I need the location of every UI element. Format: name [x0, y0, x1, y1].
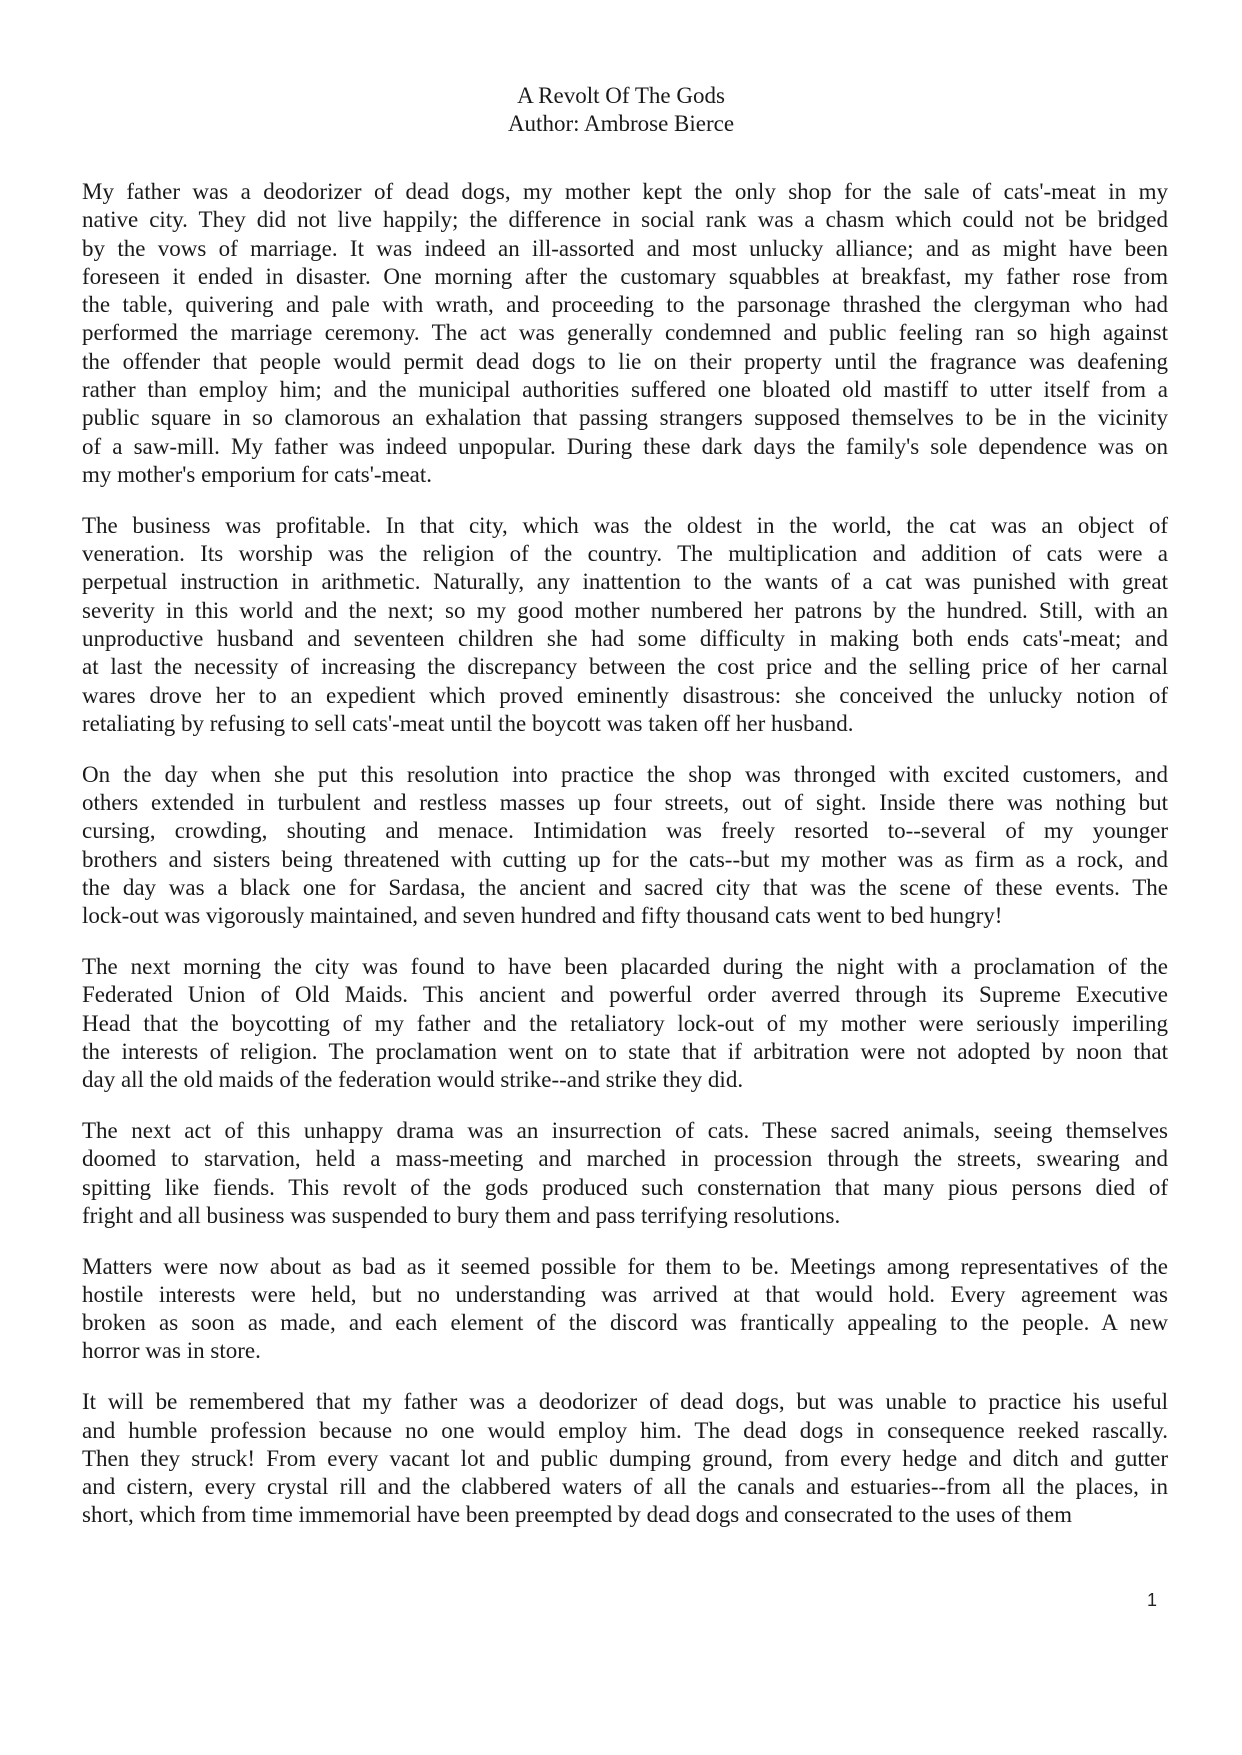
paragraph-line: the table, quivering and pale with wrath, and proceeding to the parsonage thrashed the clergyman who had [82, 292, 1168, 318]
paragraph-line: my mother's emporium for cats'-meat. [82, 461, 432, 487]
paragraph-line: wares drove her to an expedient which proved eminently disastrous: she conceived the unlucky notion of [82, 682, 1168, 708]
paragraph-line: unproductive husband and seventeen children she had some difficulty in making both ends cats'-meat; and [82, 625, 1168, 651]
paragraph-line: the offender that people would permit dead dogs to lie on their property until the fragrance was deafening [82, 348, 1168, 374]
paragraph [82, 178, 1168, 489]
paragraph [82, 1117, 1168, 1230]
paragraph [82, 1388, 1168, 1529]
document-header [0, 82, 1242, 138]
paragraph-line: The business was profitable. In that city, which was the oldest in the world, the cat was an object of [82, 512, 1168, 538]
paragraph [82, 1253, 1168, 1366]
page-number: 1 [1147, 1590, 1158, 1610]
paragraph [82, 512, 1168, 738]
paragraph-line: retaliating by refusing to sell cats'-meat until the boycott was taken off her husband. [82, 710, 854, 736]
paragraph-line: doomed to starvation, held a mass-meeting and marched in procession through the streets, swearing and [82, 1146, 1168, 1172]
paragraph-line: and humble profession because no one would employ him. The dead dogs in consequence reeked rascally. [82, 1417, 1168, 1443]
paragraph [82, 953, 1168, 1094]
paragraph-line: The next act of this unhappy drama was an insurrection of cats. These sacred animals, seeing themselves [82, 1117, 1168, 1143]
document-body [82, 178, 1168, 1552]
paragraph-line: fright and all business was suspended to bury them and pass terrifying resolutions. [82, 1202, 841, 1228]
paragraph-line: spitting like fiends. This revolt of the gods produced such consternation that many pious persons died of [82, 1174, 1168, 1200]
paragraph-line: broken as soon as made, and each element of the discord was frantically appealing to the people. A new [82, 1310, 1168, 1336]
paragraph-line: Head that the boycotting of my father and the retaliatory lock-out of my mother were seriously imperiling [82, 1010, 1168, 1036]
paragraph-line: at last the necessity of increasing the discrepancy between the cost price and the selling price of her carnal [82, 654, 1168, 680]
paragraph-line: My father was a deodorizer of dead dogs, my mother kept the only shop for the sale of cats'-meat in my [82, 179, 1168, 204]
paragraph-line: performed the marriage ceremony. The act was generally condemned and public feeling ran so high against [82, 320, 1168, 346]
paragraph-line: severity in this world and the next; so my good mother numbered her patrons by the hundred. Still, with an [82, 597, 1168, 623]
paragraph-line: native city. They did not live happily; the difference in social rank was a chasm which could not be bridged [82, 207, 1168, 233]
paragraph-line: brothers and sisters being threatened with cutting up for the cats--but my mother was as firm as a rock, and [82, 846, 1168, 872]
paragraph-line: by the vows of marriage. It was indeed an ill-assorted and most unlucky alliance; and as might have been [82, 235, 1168, 261]
paragraph-line: hostile interests were held, but no understanding was arrived at that would hold. Every agreement was [82, 1281, 1168, 1307]
paragraph-line: veneration. Its worship was the religion of the country. The multiplication and addition of cats were a [82, 541, 1168, 567]
paragraph-line: of a saw-mill. My father was indeed unpopular. During these dark days the family's sole dependence was on [82, 433, 1168, 459]
paragraph-line: the interests of religion. The proclamation went on to state that if arbitration were not adopted by noon that [82, 1038, 1168, 1064]
paragraph-line: Then they struck! From every vacant lot and public dumping ground, from every hedge and ditch and gutter [82, 1445, 1168, 1471]
paragraph-line: the day was a black one for Sardasa, the ancient and sacred city that was the scene of these events. The [82, 874, 1168, 900]
paragraph-line: lock-out was vigorously maintained, and seven hundred and fifty thousand cats went to bed hungry! [82, 903, 1003, 929]
paragraph-line: short, which from time immemorial have been preempted by dead dogs and consecrated to the uses of them [82, 1502, 1072, 1528]
paragraph-line: horror was in store. [82, 1338, 261, 1364]
paragraph-line: On the day when she put this resolution into practice the shop was thronged with excited customers, and [82, 761, 1168, 787]
paragraph-line: and cistern, every crystal rill and the clabbered waters of all the canals and estuaries--from all the places, in [82, 1474, 1168, 1500]
paragraph-line: others extended in turbulent and restless masses up four streets, out of sight. Inside there was nothing but [82, 789, 1168, 815]
paragraph-line: cursing, crowding, shouting and menace. Intimidation was freely resorted to--several of my younger [82, 818, 1168, 844]
paragraph-line: The next morning the city was found to have been placarded during the night with a proclamation of the [82, 953, 1168, 979]
paragraph-line: foreseen it ended in disaster. One morning after the customary squabbles at breakfast, my father rose from [82, 263, 1168, 289]
paragraph-line: Matters were now about as bad as it seemed possible for them to be. Meetings among representatives of the [82, 1253, 1168, 1279]
paragraph-line: public square in so clamorous an exhalation that passing strangers supposed themselves to be in the vicinity [82, 405, 1168, 431]
paragraph-line: perpetual instruction in arithmetic. Naturally, any inattention to the wants of a cat was punished with great [82, 569, 1168, 595]
paragraph-line: day all the old maids of the federation would strike--and strike they did. [82, 1067, 744, 1093]
paragraph-line: Federated Union of Old Maids. This ancient and powerful order averred through its Supreme Executive [82, 982, 1168, 1008]
document-title: A Revolt Of The Gods [517, 83, 725, 108]
paragraph-line: rather than employ him; and the municipal authorities suffered one bloated old mastiff to utter itself from a [82, 377, 1168, 403]
paragraph [82, 761, 1168, 931]
paragraph-line: It will be remembered that my father was a deodorizer of dead dogs, but was unable to practice his useful [82, 1389, 1168, 1415]
document-author: Author: Ambrose Bierce [507, 111, 735, 136]
